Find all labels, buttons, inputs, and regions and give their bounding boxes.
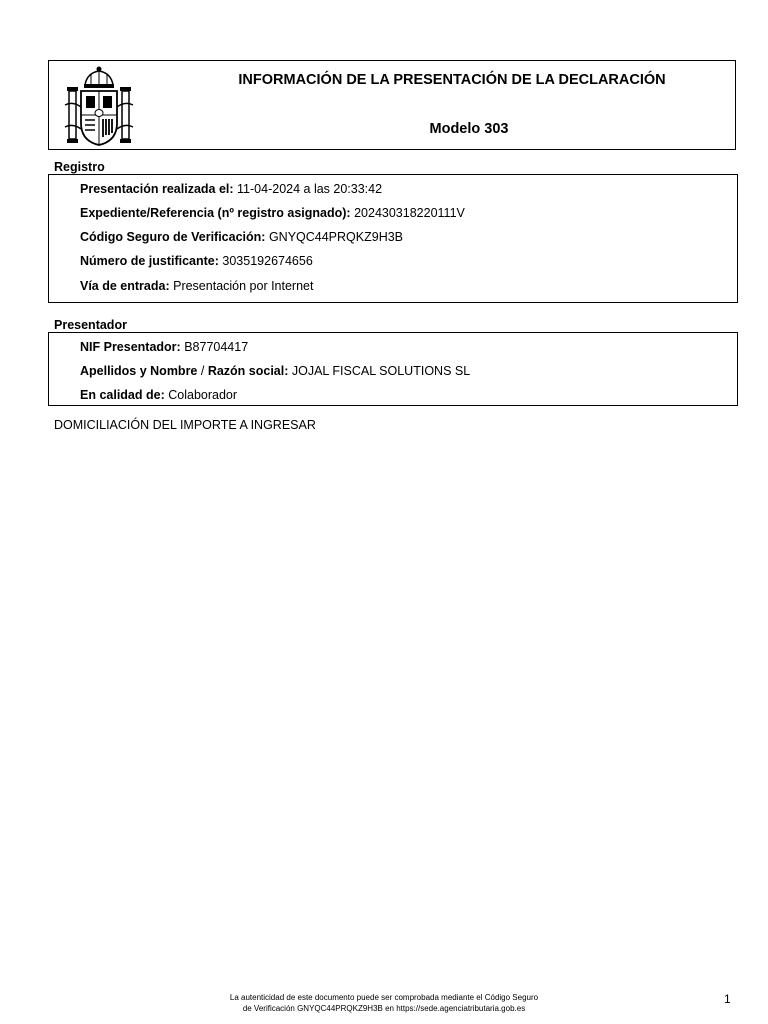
footer-note	[184, 992, 584, 1014]
field-label: Apellidos y Nombre	[80, 364, 198, 378]
footer-line-1: La autenticidad de este documento puede ser comprobada mediante el Código Seguro	[229, 993, 539, 1002]
field-label: Vía de entrada:	[80, 279, 170, 293]
field-csv	[80, 230, 403, 244]
field-value: 3035192674656	[222, 254, 313, 268]
field-nombre	[80, 364, 470, 378]
registro-box	[48, 174, 738, 303]
field-separator: /	[197, 364, 208, 378]
field-label: Expediente/Referencia (nº registro asignado):	[80, 206, 351, 220]
field-justificante	[80, 254, 313, 268]
field-expediente	[80, 206, 465, 220]
footer-line-2: de Verificación GNYQC44PRQKZ9H3B en https://sede.agenciatributaria.gob.es	[242, 1004, 526, 1013]
field-value: 202430318220111V	[354, 206, 465, 220]
field-value: GNYQC44PRQKZ9H3B	[268, 230, 404, 244]
domiciliacion-heading: DOMICILIACIÓN DEL IMPORTE A INGRESAR	[54, 418, 316, 432]
presentador-section-label: Presentador	[54, 318, 127, 332]
field-nif	[80, 340, 248, 354]
field-label: Número de justificante:	[80, 254, 219, 268]
field-label: Razón social:	[207, 364, 289, 378]
field-value: Colaborador	[168, 388, 238, 402]
field-label: NIF Presentador:	[80, 340, 181, 354]
field-label: Código Seguro de Verificación:	[80, 230, 266, 244]
coat-of-arms-icon	[63, 65, 135, 147]
document-title: INFORMACIÓN DE LA PRESENTACIÓN DE LA DECLARACIÓN	[238, 72, 666, 88]
field-presentacion	[80, 182, 382, 196]
presentador-box	[48, 332, 738, 406]
header-box	[48, 60, 736, 150]
field-via-entrada	[80, 279, 313, 293]
field-label: En calidad de:	[80, 388, 165, 402]
page-number: 1	[724, 992, 731, 1006]
field-value: JOJAL FISCAL SOLUTIONS SL	[291, 364, 471, 378]
field-value: 11-04-2024 a las 20:33:42	[237, 182, 383, 196]
field-label: Presentación realizada el:	[80, 182, 234, 196]
field-value: Presentación por Internet	[173, 279, 314, 293]
field-value: B87704417	[184, 340, 249, 354]
registro-section-label: Registro	[54, 160, 105, 174]
document-subtitle: Modelo 303	[429, 121, 509, 137]
field-calidad	[80, 388, 237, 402]
